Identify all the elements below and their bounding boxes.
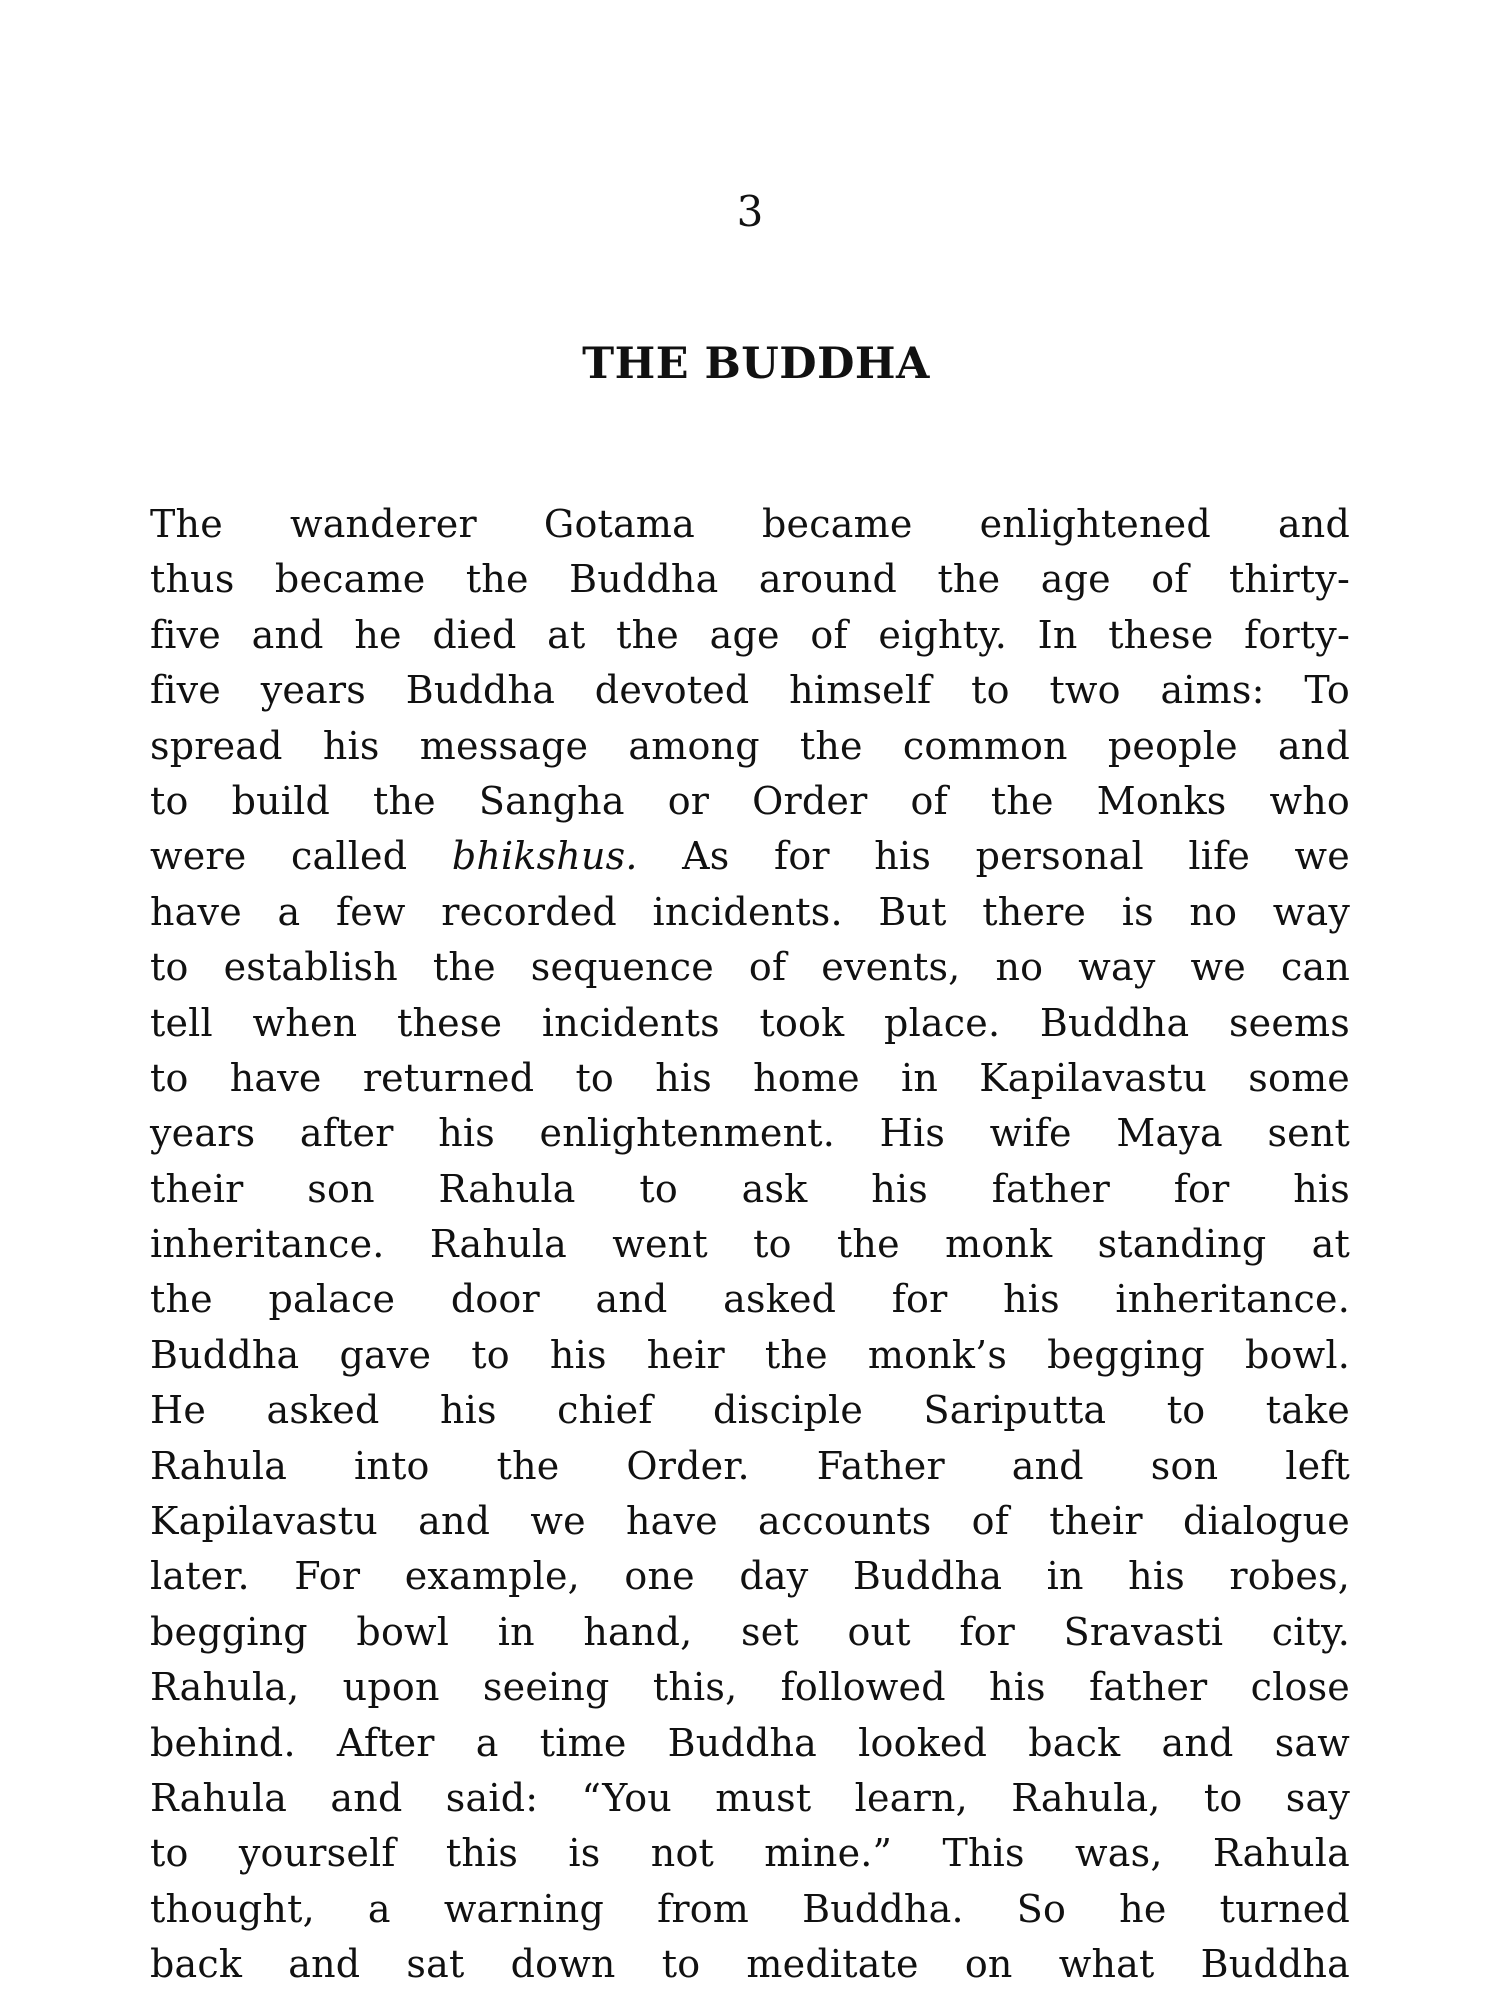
text-line: Rahula into the Order. Father and son left [150,1443,1350,1488]
chapter-title: THE BUDDHA [582,339,930,389]
text-line: to have returned to his home in Kapilavastu some [150,1055,1350,1100]
text-line [150,829,1350,884]
text-line: Rahula, upon seeing this, followed his father close [150,1665,1350,1710]
text-line: back and sat down to meditate on what Buddha [150,1942,1350,1987]
text-line: inheritance. Rahula went to the monk standing at [150,1222,1350,1267]
text-line: Kapilavastu and we have accounts of their dialogue [150,1499,1350,1544]
text-line: the palace door and asked for his inheritance. [150,1277,1350,1322]
text-line: five years Buddha devoted himself to two aims: To [150,668,1350,713]
text-line: behind. After a time Buddha looked back and saw [150,1720,1350,1765]
text-line: later. For example, one day Buddha in his robes, [150,1554,1350,1599]
text-line: spread his message among the common people and [150,723,1350,768]
text-line: Rahula and said: “You must learn, Rahula, to say [150,1775,1350,1820]
text-line: thought, a warning from Buddha. So he turned [150,1886,1350,1931]
text-line: to build the Sangha or Order of the Monks who [150,778,1350,823]
text-line: years after his enlightenment. His wife Maya sent [150,1111,1350,1156]
text-line: five and he died at the age of eighty. In these forty- [150,612,1350,657]
text-line: The wanderer Gotama became enlightened and [150,502,1350,546]
text-run: were called [150,834,452,879]
text-line: thus became the Buddha around the age of thirty- [150,557,1350,602]
text-line: have a few recorded incidents. But there is no way [150,889,1350,934]
text-line: tell when these incidents took place. Buddha seems [150,1000,1350,1045]
page-number: 3 [736,187,764,236]
text-line: Buddha gave to his heir the monk’s begging bowl. [150,1332,1350,1377]
text-line: begging bowl in hand, set out for Sravasti city. [150,1609,1350,1654]
text-line: their son Rahula to ask his father for his [150,1166,1350,1211]
text-line: He asked his chief disciple Sariputta to take [150,1388,1350,1433]
body-paragraph [150,497,1350,1993]
text-line: to establish the sequence of events, no way we can [150,945,1350,990]
text-line: to yourself this is not mine.” This was, Rahula [150,1831,1350,1876]
text-run: As for his personal life we [637,834,1350,879]
italic-term: bhikshus. [451,834,638,879]
